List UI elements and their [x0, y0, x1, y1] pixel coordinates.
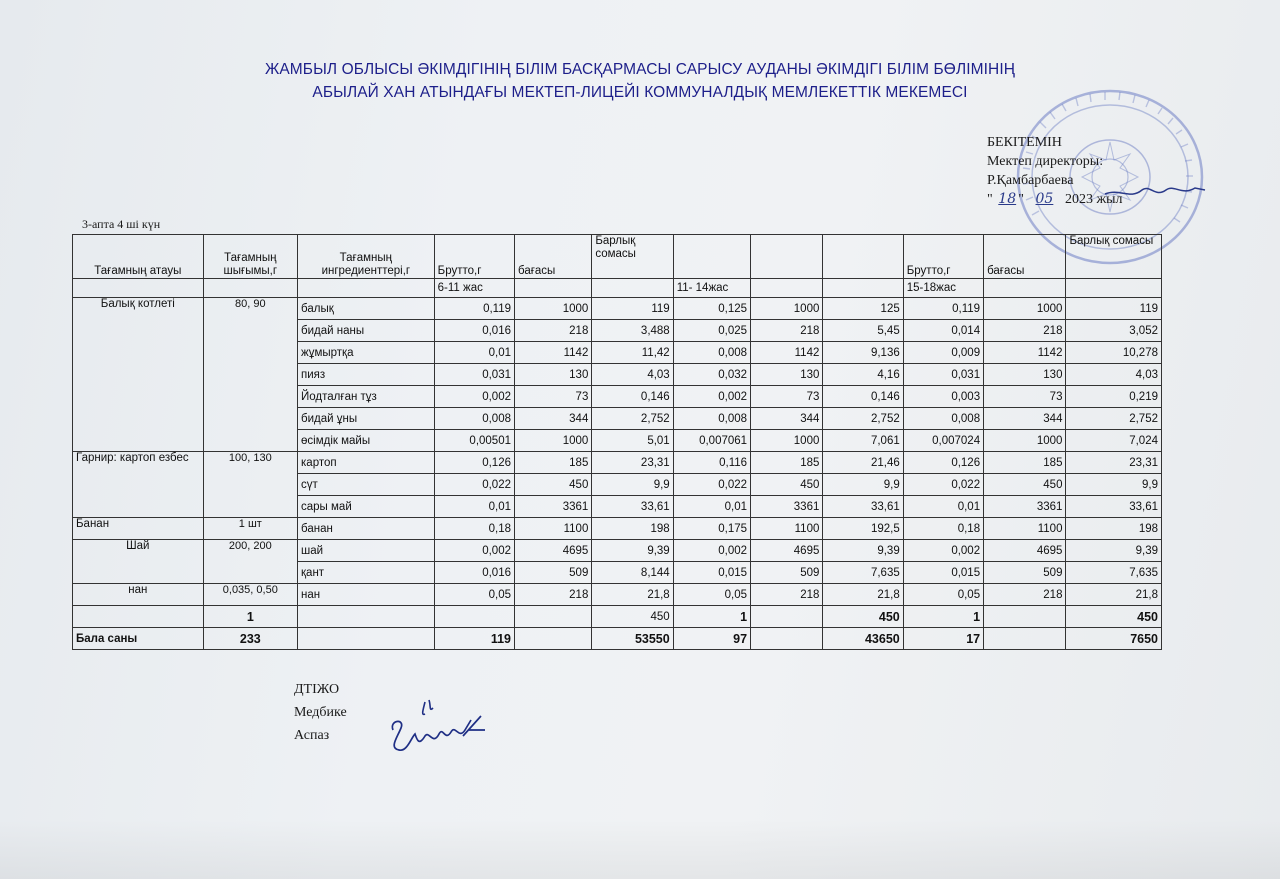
totals-empty: [515, 606, 592, 628]
table-cell: 0,022: [673, 474, 750, 496]
table-cell: 9,9: [1066, 474, 1162, 496]
age-empty-e: [592, 279, 673, 298]
ingredient-name: шай: [298, 540, 435, 562]
table-cell: 4,03: [592, 364, 673, 386]
table-cell: 2,752: [592, 408, 673, 430]
table-cell: 0,146: [823, 386, 903, 408]
director-signature: [1100, 178, 1210, 208]
table-cell: 9,39: [823, 540, 903, 562]
table-cell: 11,42: [592, 342, 673, 364]
table-cell: 0,007061: [673, 430, 750, 452]
table-cell: 1142: [515, 342, 592, 364]
week-day-label: 3-апта 4 ші күн: [82, 217, 161, 231]
age-empty-h: [984, 279, 1066, 298]
handwritten-signature: [385, 690, 495, 760]
table-cell: 1000: [984, 298, 1066, 320]
totals-empty: [751, 606, 823, 628]
approval-title: БЕКІТЕМІН: [987, 135, 1062, 150]
header-dish-name: Тағамның атауы: [73, 235, 204, 279]
totals-brutto-2: 1: [673, 606, 750, 628]
table-cell: 218: [984, 584, 1066, 606]
ingredient-name: қант: [298, 562, 435, 584]
children-empty: [515, 628, 592, 650]
table-cell: 3361: [515, 496, 592, 518]
table-cell: 0,116: [673, 452, 750, 474]
table-cell: 3361: [984, 496, 1066, 518]
ingredient-name: балық: [298, 298, 435, 320]
table-row: [73, 540, 1162, 562]
table-cell: 21,8: [1066, 584, 1162, 606]
table-cell: 218: [984, 320, 1066, 342]
table-row: [73, 298, 1162, 320]
table-cell: 130: [984, 364, 1066, 386]
children-brutto-3: 17: [903, 628, 983, 650]
table-cell: 0,016: [434, 320, 514, 342]
table-cell: 0,125: [673, 298, 750, 320]
approval-name: Р.Қамбарбаева: [987, 173, 1074, 188]
header-price-1: бағасы: [515, 235, 592, 279]
dish-name: нан: [73, 584, 204, 606]
table-cell: 450: [515, 474, 592, 496]
table-cell: 185: [984, 452, 1066, 474]
table-cell: 2,752: [1066, 408, 1162, 430]
age-group-row: [73, 279, 1162, 298]
table-header-row: [73, 235, 1162, 279]
table-cell: 185: [515, 452, 592, 474]
children-sum-1: 53550: [592, 628, 673, 650]
table-cell: 21,8: [823, 584, 903, 606]
table-cell: 1000: [515, 298, 592, 320]
totals-yield: 1: [203, 606, 297, 628]
totals-sum-1: 450: [592, 606, 673, 628]
header-brutto-3: Брутто,г: [903, 235, 983, 279]
header-sum-3: Барлық сомасы: [1066, 235, 1162, 279]
totals-row: [73, 606, 1162, 628]
age-empty-c: [298, 279, 435, 298]
dish-yield: 0,035, 0,50: [203, 584, 297, 606]
table-cell: 0,175: [673, 518, 750, 540]
totals-empty: [434, 606, 514, 628]
table-row: [73, 452, 1162, 474]
header-empty-1: [673, 235, 750, 279]
table-cell: 0,05: [903, 584, 983, 606]
table-cell: 0,01: [434, 496, 514, 518]
dish-name: Шай: [73, 540, 204, 584]
children-count: 233: [203, 628, 297, 650]
ingredient-name: банан: [298, 518, 435, 540]
ingredient-name: бидай наны: [298, 320, 435, 342]
table-cell: 192,5: [823, 518, 903, 540]
date-year: 2023 жыл: [1064, 192, 1123, 207]
table-cell: 218: [751, 584, 823, 606]
table-cell: 0,01: [673, 496, 750, 518]
header-empty-2: [751, 235, 823, 279]
table-cell: 33,61: [592, 496, 673, 518]
table-cell: 125: [823, 298, 903, 320]
table-cell: 0,008: [673, 408, 750, 430]
ingredient-name: сүт: [298, 474, 435, 496]
children-sum-3: 7650: [1066, 628, 1162, 650]
dish-name: Гарнир: картоп езбес: [73, 452, 204, 518]
table-cell: 0,119: [434, 298, 514, 320]
totals-sum-3: 450: [1066, 606, 1162, 628]
table-cell: 450: [751, 474, 823, 496]
table-cell: 198: [1066, 518, 1162, 540]
table-cell: 5,45: [823, 320, 903, 342]
children-empty: [984, 628, 1066, 650]
table-cell: 0,008: [903, 408, 983, 430]
table-cell: 73: [515, 386, 592, 408]
children-count-row: [73, 628, 1162, 650]
header-ingredients: Тағамның ингредиенттері,г: [298, 235, 435, 279]
table-cell: 1100: [984, 518, 1066, 540]
header-price-3: бағасы: [984, 235, 1066, 279]
table-cell: 3,052: [1066, 320, 1162, 342]
table-cell: 5,01: [592, 430, 673, 452]
header-brutto-1: Брутто,г: [434, 235, 514, 279]
age-empty-a: [73, 279, 204, 298]
table-cell: 344: [984, 408, 1066, 430]
age-group-1: 6-11 жас: [434, 279, 514, 298]
header-sum-1: Барлық сомасы: [592, 235, 673, 279]
table-cell: 185: [751, 452, 823, 474]
table-cell: 4,16: [823, 364, 903, 386]
age-empty-g: [823, 279, 903, 298]
table-cell: 0,015: [673, 562, 750, 584]
table-cell: 119: [1066, 298, 1162, 320]
table-cell: 0,009: [903, 342, 983, 364]
table-cell: 198: [592, 518, 673, 540]
table-cell: 23,31: [592, 452, 673, 474]
date-mid-quote: ": [1018, 192, 1024, 207]
table-cell: 0,00501: [434, 430, 514, 452]
table-cell: 0,014: [903, 320, 983, 342]
dish-yield: 200, 200: [203, 540, 297, 584]
totals-sum-2: 450: [823, 606, 903, 628]
header-line-1: ЖАМБЫЛ ОБЛЫСЫ ӘКІМДІГІНІҢ БІЛІМ БАСҚАРМАСЫ САРЫСУ АУДАНЫ ӘКІМДІГІ БІЛІМ БӨЛІМІНІҢ: [264, 61, 1016, 78]
table-cell: 73: [984, 386, 1066, 408]
ingredient-name: картоп: [298, 452, 435, 474]
header-empty-3: [823, 235, 903, 279]
table-cell: 9,39: [1066, 540, 1162, 562]
signatures-block: [294, 678, 347, 747]
table-cell: 0,002: [434, 386, 514, 408]
table-cell: 33,61: [823, 496, 903, 518]
table-cell: 0,031: [434, 364, 514, 386]
table-cell: 218: [515, 320, 592, 342]
children-brutto-2: 97: [673, 628, 750, 650]
table-cell: 119: [592, 298, 673, 320]
ingredient-name: Йодталған тұз: [298, 386, 435, 408]
table-cell: 1100: [515, 518, 592, 540]
ingredient-name: бидай ұны: [298, 408, 435, 430]
children-sum-2: 43650: [823, 628, 903, 650]
totals-empty: [984, 606, 1066, 628]
table-cell: 23,31: [1066, 452, 1162, 474]
table-cell: 0,008: [673, 342, 750, 364]
children-label: Бала саны: [73, 628, 204, 650]
table-cell: 450: [984, 474, 1066, 496]
table-cell: 0,022: [434, 474, 514, 496]
header-yield: Тағамның шығымы,г: [203, 235, 297, 279]
date-month: 05: [1035, 191, 1054, 207]
ingredient-name: жұмыртқа: [298, 342, 435, 364]
totals-empty: [73, 606, 204, 628]
table-cell: 0,022: [903, 474, 983, 496]
table-cell: 7,024: [1066, 430, 1162, 452]
table-cell: 10,278: [1066, 342, 1162, 364]
children-brutto-1: 119: [434, 628, 514, 650]
table-cell: 130: [751, 364, 823, 386]
table-cell: 0,219: [1066, 386, 1162, 408]
table-cell: 218: [751, 320, 823, 342]
table-cell: 0,025: [673, 320, 750, 342]
dish-yield: 80, 90: [203, 298, 297, 452]
age-empty-b: [203, 279, 297, 298]
table-cell: 0,002: [903, 540, 983, 562]
table-cell: 21,46: [823, 452, 903, 474]
table-cell: 9,9: [592, 474, 673, 496]
table-row: [73, 584, 1162, 606]
table-cell: 7,635: [1066, 562, 1162, 584]
children-empty: [751, 628, 823, 650]
table-cell: 1000: [751, 298, 823, 320]
table-cell: 0,031: [903, 364, 983, 386]
age-group-2: 11- 14жас: [673, 279, 750, 298]
table-cell: 218: [515, 584, 592, 606]
table-cell: 8,144: [592, 562, 673, 584]
table-cell: 0,05: [434, 584, 514, 606]
table-cell: 73: [751, 386, 823, 408]
table-cell: 0,002: [673, 540, 750, 562]
table-cell: 0,126: [903, 452, 983, 474]
dish-yield: 1 шт: [203, 518, 297, 540]
table-cell: 1000: [984, 430, 1066, 452]
table-cell: 0,003: [903, 386, 983, 408]
table-cell: 9,39: [592, 540, 673, 562]
table-cell: 1142: [751, 342, 823, 364]
table-cell: 3361: [751, 496, 823, 518]
table-cell: 7,061: [823, 430, 903, 452]
age-group-3: 15-18жас: [903, 279, 983, 298]
age-empty-f: [751, 279, 823, 298]
table-cell: 344: [515, 408, 592, 430]
totals-brutto-3: 1: [903, 606, 983, 628]
table-cell: 0,119: [903, 298, 983, 320]
table-cell: 1142: [984, 342, 1066, 364]
table-cell: 3,488: [592, 320, 673, 342]
age-empty-i: [1066, 279, 1162, 298]
institution-header: [60, 58, 1220, 104]
signature-label-cook: Аспаз: [294, 728, 330, 743]
table-cell: 4,03: [1066, 364, 1162, 386]
table-cell: 0,016: [434, 562, 514, 584]
signature-label-nurse: Медбике: [294, 705, 347, 720]
dish-name: Банан: [73, 518, 204, 540]
table-cell: 1000: [751, 430, 823, 452]
table-cell: 0,002: [673, 386, 750, 408]
table-cell: 4695: [984, 540, 1066, 562]
table-cell: 33,61: [1066, 496, 1162, 518]
table-cell: 0,007024: [903, 430, 983, 452]
dish-name: Балық котлеті: [73, 298, 204, 452]
menu-table: [72, 234, 1162, 650]
table-row: [73, 518, 1162, 540]
table-cell: 7,635: [823, 562, 903, 584]
table-cell: 509: [515, 562, 592, 584]
table-cell: 130: [515, 364, 592, 386]
table-cell: 509: [751, 562, 823, 584]
date-day: 18: [998, 191, 1017, 207]
table-cell: 9,9: [823, 474, 903, 496]
table-cell: 0,18: [903, 518, 983, 540]
table-cell: 0,01: [903, 496, 983, 518]
table-cell: 4695: [751, 540, 823, 562]
table-cell: 9,136: [823, 342, 903, 364]
table-cell: 21,8: [592, 584, 673, 606]
table-cell: 0,008: [434, 408, 514, 430]
table-cell: 0,015: [903, 562, 983, 584]
ingredient-name: сары май: [298, 496, 435, 518]
table-cell: 4695: [515, 540, 592, 562]
date-open-quote: ": [987, 192, 993, 207]
table-cell: 0,032: [673, 364, 750, 386]
table-cell: 344: [751, 408, 823, 430]
table-cell: 1000: [515, 430, 592, 452]
age-empty-d: [515, 279, 592, 298]
children-empty: [298, 628, 435, 650]
table-cell: 0,002: [434, 540, 514, 562]
ingredient-name: нан: [298, 584, 435, 606]
table-cell: 0,01: [434, 342, 514, 364]
header-line-2: АБЫЛАЙ ХАН АТЫНДАҒЫ МЕКТЕП-ЛИЦЕЙІ КОММУНАЛДЫҚ МЕМЛЕКЕТТІК МЕКЕМЕСІ: [312, 84, 968, 101]
totals-empty: [298, 606, 435, 628]
table-cell: 0,146: [592, 386, 673, 408]
table-cell: 0,18: [434, 518, 514, 540]
table-cell: 1100: [751, 518, 823, 540]
table-cell: 0,05: [673, 584, 750, 606]
ingredient-name: өсімдік майы: [298, 430, 435, 452]
table-cell: 509: [984, 562, 1066, 584]
table-cell: 0,126: [434, 452, 514, 474]
ingredient-name: пияз: [298, 364, 435, 386]
signature-label-dtizho: ДТІЖО: [294, 682, 340, 697]
table-cell: 2,752: [823, 408, 903, 430]
approval-role: Мектеп директоры:: [987, 154, 1104, 169]
dish-yield: 100, 130: [203, 452, 297, 518]
